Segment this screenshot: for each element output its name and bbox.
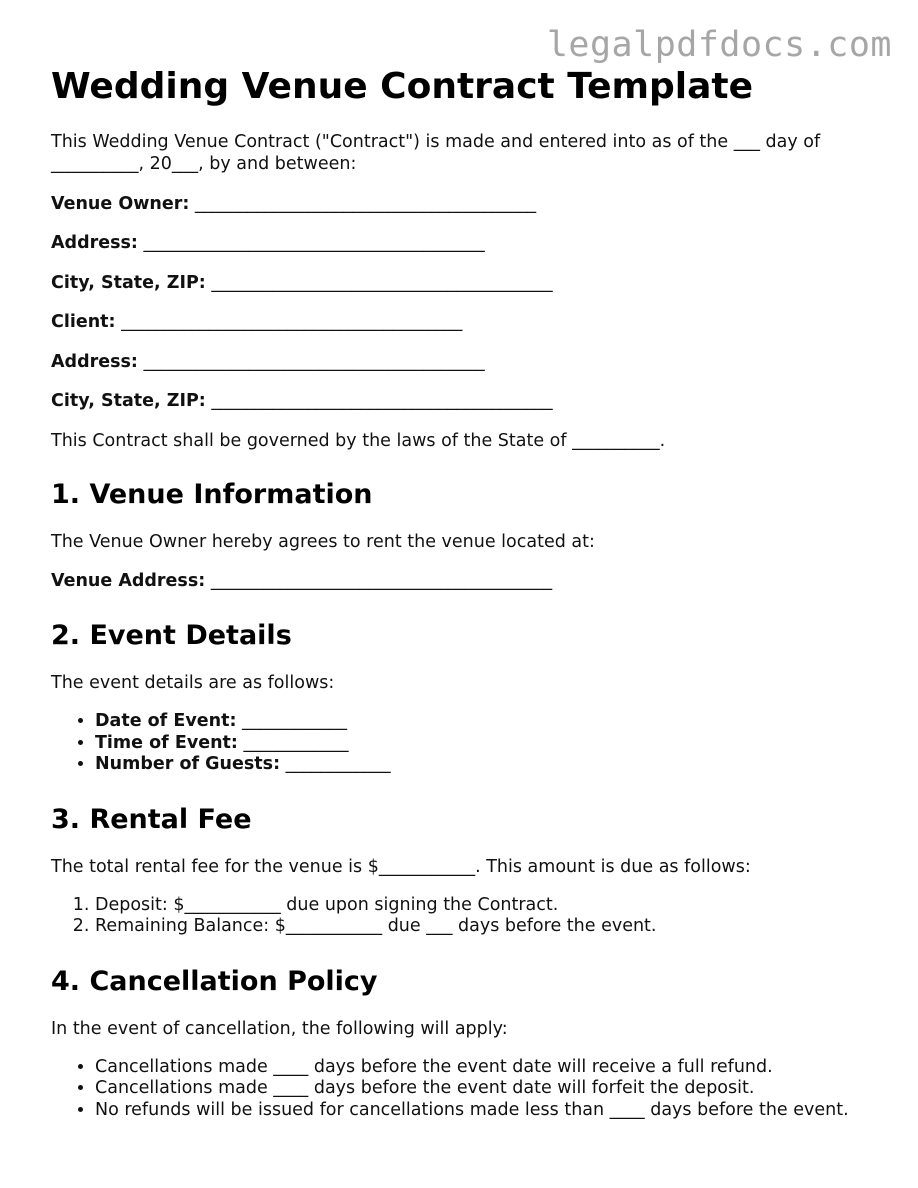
- intro-paragraph: This Wedding Venue Contract ("Contract") is made and entered into as of the ___ day of __________, 20___, by and between:: [51, 132, 821, 174]
- section-text: The event details are as follows:: [51, 673, 335, 693]
- list-item: 2. Remaining Balance: $___________ due ___ days before the event.: [95, 916, 881, 938]
- section-text: The Venue Owner hereby agrees to rent the venue located at:: [51, 531, 595, 552]
- item-label: Number of Guests:: [95, 754, 281, 774]
- list-item: [95, 733, 881, 755]
- governing-law-paragraph: This Contract shall be governed by the laws of the State of __________.: [51, 430, 666, 451]
- item-label: Date of Event:: [95, 711, 237, 731]
- section-heading-cancellation-policy: 4. Cancellation Policy: [51, 965, 378, 997]
- party-field-owner-city: [51, 272, 881, 294]
- list-item: [95, 754, 881, 776]
- field-label: Address:: [51, 351, 138, 372]
- list-item: • Cancellations made ____ days before the event date will receive a full refund.: [95, 1057, 881, 1079]
- list-item: [95, 711, 881, 733]
- list-item: 1. Deposit: $___________ due upon signing the Contract.: [95, 895, 881, 917]
- field-blank: _______________________________________: [194, 193, 537, 214]
- party-field-client-address: [51, 351, 881, 373]
- party-field-venue-owner: [51, 193, 881, 215]
- party-field-client: [51, 311, 881, 333]
- field-label: Address:: [51, 233, 138, 253]
- watermark: legalpdfdocs.com: [546, 25, 892, 65]
- field-blank: _______________________________________: [210, 571, 553, 591]
- field-label: Venue Owner:: [51, 193, 190, 214]
- field-blank: _______________________________________: [121, 312, 463, 332]
- item-label: Time of Event:: [95, 732, 238, 753]
- document-title: Wedding Venue Contract Template: [51, 66, 754, 107]
- field-label: City, State, ZIP:: [51, 272, 206, 293]
- item-blank: ____________: [242, 711, 348, 731]
- document-page: [51, 66, 881, 1121]
- item-blank: ____________: [243, 732, 349, 753]
- party-field-client-city: [51, 390, 881, 412]
- venue-address-field: [51, 570, 881, 592]
- list-item: • No refunds will be issued for cancellations made less than ____ days before the event.: [95, 1100, 881, 1122]
- section-text: The total rental fee for the venue is $___________. This amount is due as follows:: [51, 856, 751, 877]
- cancellation-list: [51, 1057, 881, 1122]
- item-blank: ____________: [285, 754, 391, 774]
- section-heading-venue-information: 1. Venue Information: [51, 478, 373, 510]
- field-blank: _______________________________________: [143, 351, 485, 372]
- section-heading-rental-fee: 3. Rental Fee: [51, 803, 252, 835]
- field-label: City, State, ZIP:: [51, 391, 206, 411]
- event-details-list: [51, 711, 881, 776]
- list-item: • Cancellations made ____ days before the event date will forfeit the deposit.: [95, 1078, 881, 1100]
- field-blank: _______________________________________: [211, 272, 553, 293]
- field-blank: _______________________________________: [143, 233, 485, 253]
- party-field-owner-address: [51, 232, 881, 254]
- field-blank: _______________________________________: [211, 391, 553, 411]
- section-heading-event-details: 2. Event Details: [51, 620, 292, 651]
- field-label: Venue Address:: [51, 571, 206, 591]
- rental-fee-list: [51, 895, 881, 938]
- section-text: In the event of cancellation, the following will apply:: [51, 1018, 508, 1039]
- field-label: Client:: [51, 312, 116, 332]
